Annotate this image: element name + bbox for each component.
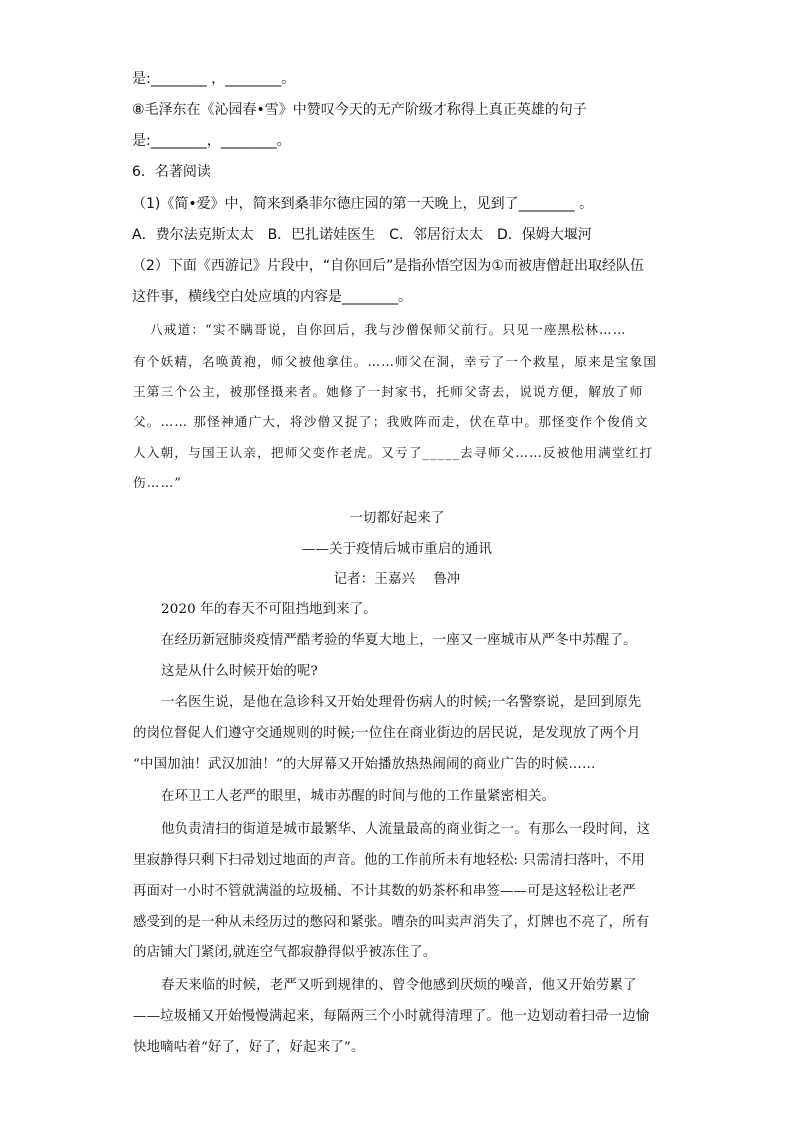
question-2-line-1: （2）下面《西游记》片段中，“自你回后”是指孙悟空因为①而被唐僧赶出取经队伍 [132,258,644,274]
question-2-line-2: 这件事，横线空白处应填的内容是________。 [132,289,412,305]
answer-line-7: 是:________ ，________。 [132,71,296,87]
article-paragraph-cont: ——垃圾桶又开始慢慢满起来，每隔两三个小时就得清理了。他一边划动着扫帚一边愉 [133,1009,650,1024]
excerpt-line: 人入朝，与国王认亲，把师父变作老虎。又亏了_____去寻师父……反被他用满堂红打 [133,445,654,460]
excerpt-line: 伤……” [133,475,183,490]
article-paragraph: 在环卫工人老严的眼里，城市苏醒的时间与他的工作量紧密相关。 [161,789,556,804]
answer-line-8: 是:________，________。 [132,133,291,149]
question-1-options: A．费尔法克斯太太 B．巴扎诺娃医生 C．邻居衍太太 D．保姆大堰河 [132,227,592,243]
excerpt-line: 王第三个公主，被那怪摄来者。她修了一封家书，托师父寄去，说说方便，解放了师 [133,384,644,399]
article-paragraph-cont: 的店铺大门紧闭,就连空气都寂静得似乎被冻住了。 [133,945,437,960]
article-subtitle: ——关于疫情后城市重启的通讯 [301,542,493,557]
article-paragraph: 这是从什么时候开始的呢? [161,664,318,679]
article-paragraph-cont: 的岗位督促人们遵守交通规则的时候;一位住在商业街边的居民说，是发现放了两个月 [133,726,641,741]
article-title: 一切都好起来了 [349,511,445,526]
article-paragraph: 2020 年的春天不可阻挡地到来了。 [161,602,378,617]
excerpt-line: 八戒道：“实不瞒哥说，自你回后，我与沙僧保师父前行。只见一座黑松林…… [150,322,627,337]
question-1: （1)《简•爱》中，简来到桑菲尔德庄园的第一天晚上，见到了________ 。 [132,196,594,212]
article-paragraph-cont: 再面对一小时不管就满溢的垃圾桶、不计其数的奶茶杯和串签——可是这轻松让老严 [133,884,636,899]
article-paragraph: 在经历新冠肺炎疫情严酷考验的华夏大地上，一座又一座城市从严冬中苏醒了。 [161,633,637,648]
article-paragraph: 一名医生说，是他在急诊科又开始处理骨伤病人的时候;一名警察说，是回到原先 [161,695,642,710]
excerpt-line: 有个妖精，名唤黄袍，师父被他拿住。……师父在洞，幸亏了一个救星，原来是宝象国 [133,354,658,369]
article-paragraph-cont: 里寂静得只剩下扫帚划过地面的声音。他的工作前所未有地轻松: 只需清扫落叶，不用 [133,853,646,868]
excerpt-line: 父。…… 那怪神通广大，将沙僧又捉了；我败阵而走，伏在草中。那怪变作个俊俏文 [133,414,649,429]
article-paragraph: 春天来临的时候，老严又听到规律的、曾令他感到厌烦的噪音，他又开始劳累了 [161,978,637,993]
article-paragraph-cont: 感受到的是一种从未经历过的憋闷和紧张。嘈杂的叫卖声消失了，灯牌也不亮了，所有 [133,915,650,930]
article-paragraph: 他负责清扫的街道是城市最繁华、人流量最高的商业街之一。有那么一段时间，这 [161,822,651,837]
article-reporters: 记者：王嘉兴 鲁冲 [333,572,461,587]
article-paragraph-cont: “中国加油！武汉加油！”的大屏幕又开始播放热热闹闹的商业广告的时候…… [133,757,596,772]
section-heading: 6．名著阅读 [132,164,211,180]
article-paragraph-cont: 快地嘀咕着“好了，好了，好起来了”。 [133,1040,365,1055]
question-item-8: ⑧毛泽东在《沁园春•雪》中赞叹今天的无产阶级才称得上真正英雄的句子 [132,102,587,118]
